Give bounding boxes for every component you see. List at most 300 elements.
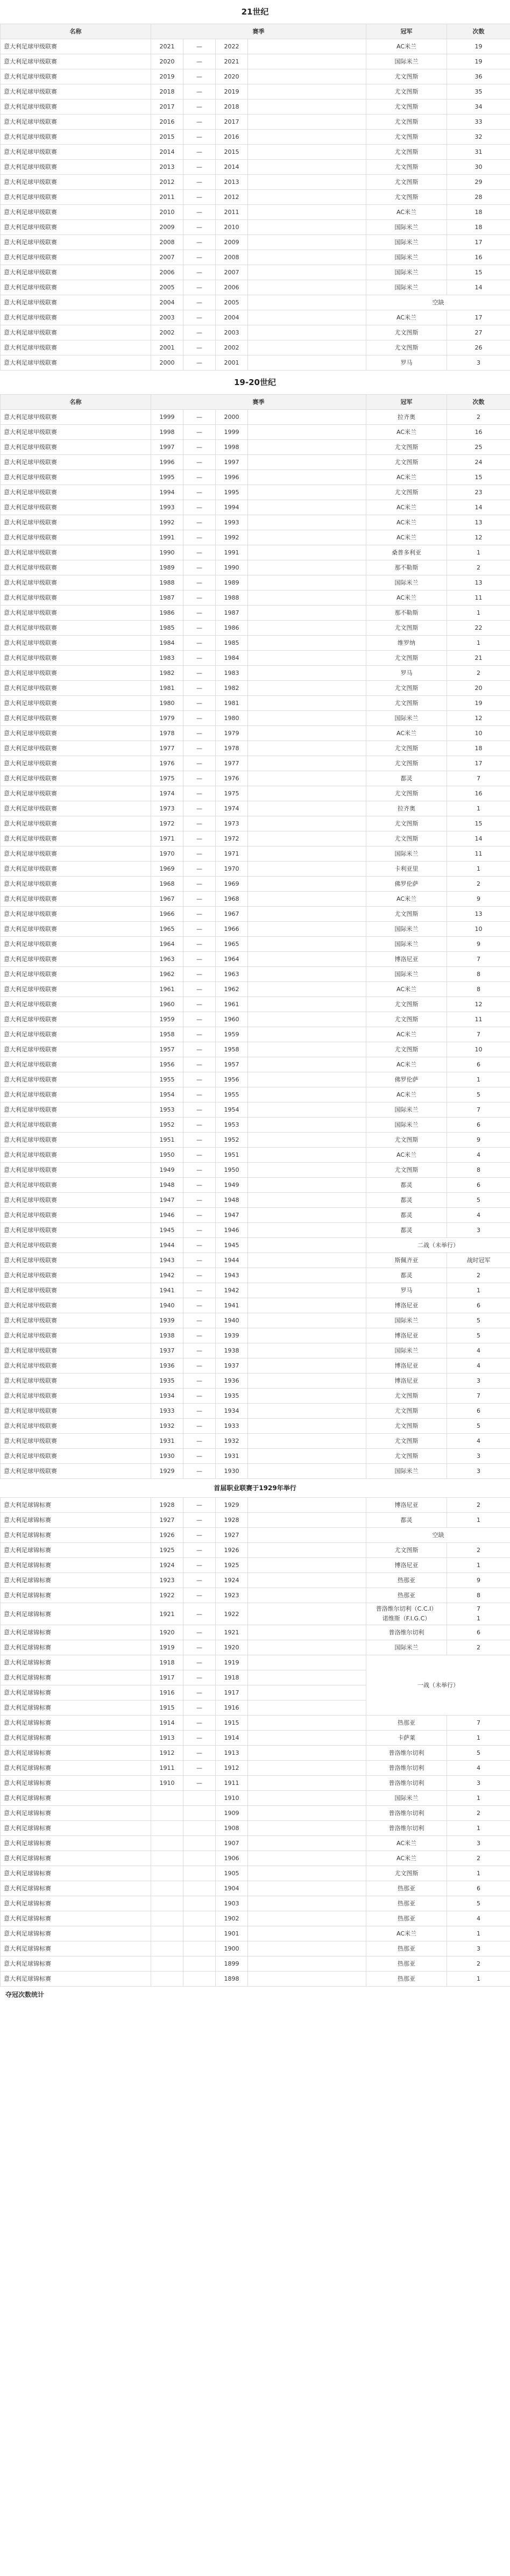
champion: 都灵 [366,1193,447,1208]
title-count: 6 [447,1298,510,1313]
season-end: 2003 [216,325,248,340]
title-count: 19 [447,54,510,69]
champion: 国际米兰 [366,711,447,726]
table-row [1,1404,510,1419]
table-row [1,846,510,862]
season-start: 2017 [151,99,183,115]
champion: 国际米兰 [366,1791,447,1806]
league-name: 意大利足球甲级联赛 [1,1404,151,1419]
season-end: 2014 [216,160,248,175]
season-start: 1958 [151,1027,183,1042]
season-spacer [248,1404,366,1419]
season-end: 1955 [216,1087,248,1102]
league-name: 意大利足球锦标赛 [1,1603,151,1625]
title-count: 30 [447,160,510,175]
season-end: 1963 [216,967,248,982]
season-start: 1950 [151,1148,183,1163]
season-end: 1948 [216,1193,248,1208]
season-dash: — [183,250,216,265]
title-count: 19 [447,39,510,54]
champion: 尤文图斯 [366,1404,447,1419]
title-count: 1 [447,545,510,560]
season-end: 2005 [216,295,248,310]
season-end: 1965 [216,937,248,952]
season-end: 1933 [216,1419,248,1434]
league-name: 意大利足球锦标赛 [1,1640,151,1655]
season-spacer [248,310,366,325]
season-end: 1985 [216,636,248,651]
season-end: 1928 [216,1513,248,1528]
champion: 普洛维尔切利 [366,1746,447,1761]
champion: 佛罗伦萨 [366,1072,447,1087]
table-row [1,440,510,455]
champion: 博洛尼亚 [366,1558,447,1573]
league-name: 意大利足球甲级联赛 [1,1268,151,1283]
season-spacer [248,711,366,726]
champion: 尤文图斯 [366,84,447,99]
season-spacer [248,1042,366,1057]
title-count: 4 [447,1434,510,1449]
champion: 尤文图斯 [366,69,447,84]
title-count: 2 [447,410,510,425]
table-row [1,1223,510,1238]
league-name: 意大利足球甲级联赛 [1,250,151,265]
title-count: 12 [447,530,510,545]
table-row [1,967,510,982]
season-dash: — [183,54,216,69]
league-name: 意大利足球甲级联赛 [1,1374,151,1389]
season-dash [183,1851,216,1866]
season-start: 1962 [151,967,183,982]
league-name: 意大利足球锦标赛 [1,1685,151,1700]
table-row [1,1836,510,1851]
champion: 普洛维尔切利 [366,1776,447,1791]
season-dash: — [183,500,216,515]
header-name: 名称 [1,24,151,39]
season-start: 2008 [151,235,183,250]
champion: 尤文图斯 [366,741,447,756]
season-end: 1987 [216,606,248,621]
league-name: 意大利足球甲级联赛 [1,1464,151,1479]
header-champion: 冠军 [366,24,447,39]
title-count: 1 [447,1821,510,1836]
season-dash: — [183,937,216,952]
champion: AC米兰 [366,982,447,997]
league-name: 意大利足球甲级联赛 [1,160,151,175]
title-count: 1 [447,1972,510,1987]
champion: 国际米兰 [366,1464,447,1479]
table-row [1,69,510,84]
season-spacer [248,500,366,515]
season-spacer [248,877,366,892]
table-row [1,1731,510,1746]
table-row [1,590,510,606]
table-row [1,325,510,340]
season-start: 1978 [151,726,183,741]
champion: 尤文图斯 [366,145,447,160]
league-name: 意大利足球锦标赛 [1,1896,151,1911]
season-dash [183,1836,216,1851]
season-start [151,1896,183,1911]
season-spacer [248,325,366,340]
season-start: 1919 [151,1640,183,1655]
season-end: 1910 [216,1791,248,1806]
champion: 普洛维尔切利 [366,1761,447,1776]
season-end: 1984 [216,651,248,666]
table-row [1,1027,510,1042]
season-spacer [248,1087,366,1102]
season-end: 1946 [216,1223,248,1238]
title-count: 1 [447,1791,510,1806]
season-dash: — [183,1746,216,1761]
season-dash: — [183,84,216,99]
season-spacer [248,1253,366,1268]
season-dash: — [183,69,216,84]
league-name: 意大利足球甲级联赛 [1,410,151,425]
title-count: 22 [447,621,510,636]
champion: 尤文图斯 [366,160,447,175]
league-name: 意大利足球甲级联赛 [1,1358,151,1374]
title-count: 11 [447,1012,510,1027]
league-name: 意大利足球甲级联赛 [1,530,151,545]
champion: 国际米兰 [366,967,447,982]
season-spacer [248,1941,366,1956]
season-end: 1974 [216,801,248,816]
title-count: 29 [447,175,510,190]
title-count: 2 [447,1268,510,1283]
season-end: 1917 [216,1685,248,1700]
season-end: 2012 [216,190,248,205]
row-note: 二战（未举行） [366,1238,510,1253]
season-spacer [248,606,366,621]
season-start: 1949 [151,1163,183,1178]
season-start [151,1926,183,1941]
title-count: 11 [447,590,510,606]
season-dash: — [183,982,216,997]
season-end: 2020 [216,69,248,84]
season-end: 1952 [216,1133,248,1148]
champion: 热那亚 [366,1941,447,1956]
champion: 拉齐奥 [366,801,447,816]
season-dash: — [183,590,216,606]
season-spacer [248,937,366,952]
season-end: 1953 [216,1118,248,1133]
champion: AC米兰 [366,1057,447,1072]
champion: 博洛尼亚 [366,1498,447,1513]
title-count: 5 [447,1087,510,1102]
season-spacer [248,1057,366,1072]
league-name: 意大利足球甲级联赛 [1,952,151,967]
season-dash: — [183,1102,216,1118]
champions-table [0,394,510,1479]
season-end: 1945 [216,1238,248,1253]
season-end: 1900 [216,1941,248,1956]
season-dash: — [183,726,216,741]
season-spacer [248,1685,366,1700]
season-end: 1998 [216,440,248,455]
title-count: 7 [447,1102,510,1118]
season-start: 1964 [151,937,183,952]
title-count: 19 [447,696,510,711]
season-end: 1925 [216,1558,248,1573]
season-dash: — [183,1374,216,1389]
season-dash [183,1926,216,1941]
season-end: 1912 [216,1761,248,1776]
season-spacer [248,1283,366,1298]
season-dash: — [183,455,216,470]
season-end: 1903 [216,1896,248,1911]
season-dash: — [183,1419,216,1434]
season-dash: — [183,1087,216,1102]
champion: 国际米兰 [366,235,447,250]
season-start: 1971 [151,831,183,846]
champion: 尤文图斯 [366,1434,447,1449]
season-spacer [248,1716,366,1731]
title-count: 23 [447,485,510,500]
season-end: 1977 [216,756,248,771]
season-spacer [248,590,366,606]
title-count: 34 [447,99,510,115]
season-dash: — [183,425,216,440]
league-name: 意大利足球甲级联赛 [1,892,151,907]
season-spacer [248,1836,366,1851]
season-end: 2018 [216,99,248,115]
table-row [1,1072,510,1087]
season-start: 2000 [151,355,183,371]
season-dash: — [183,1208,216,1223]
season-dash: — [183,1731,216,1746]
season-dash: — [183,696,216,711]
table-row [1,1558,510,1573]
season-end: 2022 [216,39,248,54]
title-count: 5 [447,1419,510,1434]
season-start: 1985 [151,621,183,636]
title-count: 13 [447,575,510,590]
season-start: 1944 [151,1238,183,1253]
season-dash: — [183,545,216,560]
league-name: 意大利足球甲级联赛 [1,590,151,606]
season-dash: — [183,1513,216,1528]
season-dash: — [183,190,216,205]
season-end: 1939 [216,1328,248,1343]
season-spacer [248,1926,366,1941]
table-row [1,1806,510,1821]
table-row [1,39,510,54]
title-count: 2 [447,1543,510,1558]
season-start: 2015 [151,130,183,145]
league-name: 意大利足球甲级联赛 [1,190,151,205]
champion-line: 普洛维尔切利（C.C.I） [376,1605,437,1612]
season-dash: — [183,1716,216,1731]
season-start: 1941 [151,1283,183,1298]
season-spacer [248,130,366,145]
title-count: 5 [447,1746,510,1761]
season-end: 1990 [216,560,248,575]
season-start: 1936 [151,1358,183,1374]
league-name: 意大利足球锦标赛 [1,1881,151,1896]
season-start: 1921 [151,1603,183,1625]
season-start: 1956 [151,1057,183,1072]
season-spacer [248,1027,366,1042]
season-spacer [248,69,366,84]
league-name: 意大利足球甲级联赛 [1,1343,151,1358]
season-end: 1989 [216,575,248,590]
table-row [1,1926,510,1941]
season-spacer [248,621,366,636]
season-dash: — [183,1464,216,1479]
season-spacer [248,726,366,741]
season-dash: — [183,1012,216,1027]
season-dash: — [183,1027,216,1042]
season-end: 1923 [216,1588,248,1603]
table-row [1,1543,510,1558]
season-spacer [248,1956,366,1972]
table-row [1,1178,510,1193]
champion: 尤文图斯 [366,831,447,846]
table-row [1,1253,510,1268]
title-count: 13 [447,515,510,530]
table-row [1,54,510,69]
league-name: 意大利足球甲级联赛 [1,340,151,355]
title-count: 1 [447,606,510,621]
table-row [1,1791,510,1806]
season-dash: — [183,1685,216,1700]
season-dash: — [183,1761,216,1776]
season-start: 1983 [151,651,183,666]
league-name: 意大利足球锦标赛 [1,1543,151,1558]
season-spacer [248,1072,366,1087]
season-end: 2000 [216,410,248,425]
league-name: 意大利足球甲级联赛 [1,786,151,801]
champion: 博洛尼亚 [366,1328,447,1343]
league-name: 意大利足球甲级联赛 [1,1223,151,1238]
season-spacer [248,1821,366,1836]
league-name: 意大利足球甲级联赛 [1,877,151,892]
title-count: 14 [447,831,510,846]
table-row [1,1528,510,1543]
season-spacer [248,280,366,295]
title-count: 14 [447,500,510,515]
season-spacer [248,1298,366,1313]
title-count: 战时冠军 [447,1253,510,1268]
champion: 尤文图斯 [366,786,447,801]
table-row [1,681,510,696]
title-count: 8 [447,982,510,997]
champion: 佛罗伦萨 [366,877,447,892]
league-name: 意大利足球甲级联赛 [1,325,151,340]
season-dash: — [183,1625,216,1640]
table-row [1,190,510,205]
season-start [151,1791,183,1806]
season-dash: — [183,410,216,425]
season-end: 2001 [216,355,248,371]
season-dash: — [183,1238,216,1253]
table-row [1,1911,510,1926]
table-row [1,621,510,636]
season-start: 1920 [151,1625,183,1640]
league-name: 意大利足球甲级联赛 [1,1283,151,1298]
league-name: 意大利足球甲级联赛 [1,711,151,726]
title-count: 12 [447,711,510,726]
season-start: 1972 [151,816,183,831]
season-start: 1984 [151,636,183,651]
table-row [1,500,510,515]
season-start: 1914 [151,1716,183,1731]
season-end: 1979 [216,726,248,741]
season-start [151,1851,183,1866]
season-spacer [248,1208,366,1223]
season-start: 1955 [151,1072,183,1087]
season-start: 1969 [151,862,183,877]
title-count: 28 [447,190,510,205]
season-spacer [248,1419,366,1434]
title-count: 5 [447,1328,510,1343]
season-end: 1992 [216,530,248,545]
league-name: 意大利足球锦标赛 [1,1956,151,1972]
league-name: 意大利足球甲级联赛 [1,1193,151,1208]
season-start: 1953 [151,1102,183,1118]
table-row [1,1972,510,1987]
season-end: 1918 [216,1670,248,1685]
title-count: 10 [447,1042,510,1057]
champion: 斯佩齐亚 [366,1253,447,1268]
champion: 那不勒斯 [366,606,447,621]
season-end: 1975 [216,786,248,801]
season-end: 1995 [216,485,248,500]
season-start: 2005 [151,280,183,295]
season-dash: — [183,1313,216,1328]
title-count: 1 [447,1072,510,1087]
league-name: 意大利足球锦标赛 [1,1972,151,1987]
table-row [1,160,510,175]
header-name: 名称 [1,395,151,410]
table-row [1,205,510,220]
champion: AC米兰 [366,1926,447,1941]
season-dash: — [183,621,216,636]
champion: 国际米兰 [366,265,447,280]
season-spacer [248,84,366,99]
season-dash: — [183,862,216,877]
league-name: 意大利足球甲级联赛 [1,455,151,470]
title-count: 4 [447,1148,510,1163]
season-dash: — [183,235,216,250]
league-name: 意大利足球锦标赛 [1,1700,151,1716]
season-dash: — [183,666,216,681]
champion: AC米兰 [366,726,447,741]
champion: 热那亚 [366,1911,447,1926]
table-row [1,355,510,371]
champion: 国际米兰 [366,250,447,265]
season-dash: — [183,280,216,295]
season-spacer [248,1655,366,1670]
season-dash: — [183,1776,216,1791]
season-end: 1915 [216,1716,248,1731]
table-row [1,1298,510,1313]
champion: 尤文图斯 [366,1449,447,1464]
season-start: 1912 [151,1746,183,1761]
season-end: 1929 [216,1498,248,1513]
season-end: 1971 [216,846,248,862]
title-count: 4 [447,1911,510,1926]
season-end: 1961 [216,997,248,1012]
season-end: 1927 [216,1528,248,1543]
season-end: 1993 [216,515,248,530]
table-row [1,741,510,756]
season-spacer [248,1528,366,1543]
season-spacer [248,1374,366,1389]
champion: 都灵 [366,1208,447,1223]
league-name: 意大利足球甲级联赛 [1,1449,151,1464]
